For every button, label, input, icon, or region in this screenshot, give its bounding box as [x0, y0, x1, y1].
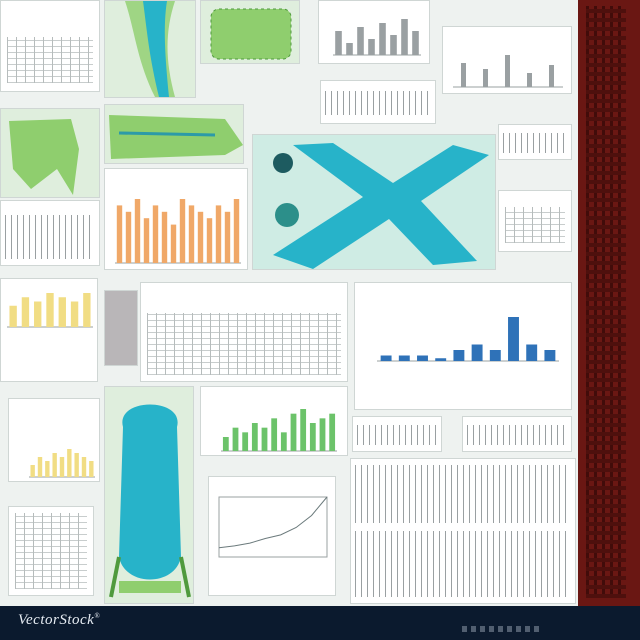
- brand-logo: [18, 612, 100, 629]
- orange-bar: [207, 218, 212, 263]
- trademark-symbol: ®: [94, 612, 101, 620]
- yellow-bar-chart-top: [0, 278, 98, 382]
- teal-creature-illustration: [104, 386, 194, 604]
- gray-top-bar: [390, 35, 397, 55]
- orange-bar: [234, 199, 239, 263]
- gray-top-bar: [412, 31, 419, 55]
- data-table-lower-left: [8, 506, 94, 596]
- green-leaf-shape: [1, 109, 100, 198]
- blue-bar: [526, 345, 537, 362]
- brand-logo-text: VectorStock: [18, 612, 95, 628]
- large-data-table: [140, 282, 348, 382]
- green-bars-svg: [201, 387, 348, 456]
- orange-bar: [162, 212, 167, 263]
- yellow-lower-bar: [38, 457, 42, 477]
- yellow-lower-bar: [60, 457, 64, 477]
- side-band-pattern: [586, 6, 626, 598]
- yellow-top-bar: [46, 293, 53, 327]
- chart-tile-top-right: [442, 26, 572, 94]
- orange-bar: [144, 218, 149, 263]
- green-bar: [300, 409, 306, 451]
- orange-bars-svg: [105, 169, 248, 270]
- top-gray-bars-svg: [319, 1, 430, 64]
- green-bar: [271, 418, 277, 451]
- orange-bar: [135, 199, 140, 263]
- leaf-texture-tile: [200, 0, 300, 64]
- blue-bar: [490, 350, 501, 361]
- gray-bar-chart-top: [318, 0, 430, 64]
- schematic-tile: [320, 80, 436, 124]
- yellow-top-bar: [9, 306, 16, 327]
- green-bar: [223, 437, 229, 451]
- green-bar: [291, 414, 297, 451]
- gray-top-bar: [357, 27, 364, 55]
- yellow-lower-bar: [52, 453, 56, 477]
- striped-tile-b: [462, 416, 572, 452]
- orange-bar: [171, 225, 176, 263]
- orange-bar-chart: [104, 168, 248, 270]
- chart-grid: [505, 207, 565, 243]
- decorative-side-band: [578, 0, 640, 606]
- gray-top-bar: [379, 23, 386, 55]
- striped-pattern-a: [357, 425, 437, 445]
- orange-bar: [126, 212, 131, 263]
- mini-bar-chart: [443, 27, 572, 94]
- striped-chart-left: [0, 200, 100, 266]
- striped-pattern: [503, 133, 567, 153]
- orange-bar: [117, 205, 122, 263]
- large-table-grid: [147, 313, 341, 375]
- green-scale-pattern: [201, 1, 300, 64]
- chart-tile-mid-right: [498, 190, 572, 252]
- blue-bars-svg: [355, 283, 572, 410]
- yellow-lower-bar: [45, 461, 49, 477]
- blue-coral-shape: [105, 1, 196, 98]
- striped-pattern-b: [467, 425, 567, 445]
- green-bar: [329, 414, 335, 451]
- orange-bar: [153, 205, 158, 263]
- yellow-lower-bar: [82, 457, 86, 477]
- green-bar: [320, 418, 326, 451]
- orange-bar: [225, 212, 230, 263]
- teal-x-illustration: [252, 134, 496, 270]
- blue-bar-chart: [354, 282, 572, 410]
- line-plot-tile: [208, 476, 336, 596]
- blue-bar: [508, 317, 519, 361]
- yellow-top-bar: [22, 297, 29, 327]
- leaf-illustration-left: [0, 108, 100, 198]
- gray-top-bar: [401, 19, 408, 55]
- yellow-top-bar: [71, 302, 78, 328]
- orange-bar: [216, 205, 221, 263]
- green-coral-horizontal: [105, 105, 244, 164]
- green-bar: [281, 432, 287, 451]
- gray-block: [104, 290, 138, 366]
- blue-bar: [472, 345, 483, 362]
- orange-bar: [189, 205, 194, 263]
- yellow-bars-top-svg: [1, 279, 98, 382]
- large-striped-lines-top: [355, 465, 571, 523]
- blue-bar: [435, 358, 446, 361]
- green-bar: [233, 428, 239, 451]
- footer-watermark: [462, 626, 542, 632]
- teal-x-shape: [253, 135, 496, 270]
- blue-bar: [453, 350, 464, 361]
- orange-bar: [180, 199, 185, 263]
- gray-top-bar: [346, 43, 353, 55]
- gray-top-bar: [368, 39, 375, 55]
- coral-horizontal-tile: [104, 104, 244, 164]
- large-striped-lines-bottom: [355, 531, 571, 597]
- yellow-top-bar: [59, 297, 66, 327]
- orange-bar: [198, 212, 203, 263]
- green-bar: [310, 423, 316, 451]
- thumbnail-table-top-left: [0, 0, 100, 92]
- green-bar: [242, 432, 248, 451]
- yellow-lower-bar: [30, 465, 34, 477]
- coral-illustration-tile: [104, 0, 196, 98]
- gray-top-bar: [335, 31, 342, 55]
- line-plot-frame: [219, 497, 327, 557]
- yellow-lower-bar: [89, 461, 93, 477]
- blue-bar: [381, 356, 392, 362]
- striped-tile-a: [352, 416, 442, 452]
- teal-creature-shape: [105, 387, 194, 604]
- yellow-top-bar: [34, 302, 41, 328]
- yellow-bars-lower-svg: [9, 399, 100, 482]
- green-bar: [262, 428, 268, 451]
- yellow-lower-bar: [74, 453, 78, 477]
- striped-chart-lines: [5, 215, 95, 259]
- yellow-top-bar: [83, 293, 90, 327]
- striped-tile-right: [498, 124, 572, 160]
- schematic-stripes: [325, 91, 431, 115]
- table-grid: [7, 37, 93, 83]
- large-striped-chart: [350, 458, 576, 604]
- line-plot-svg: [209, 477, 336, 596]
- blue-bar: [544, 350, 555, 361]
- blue-bar: [417, 356, 428, 362]
- yellow-bar-chart-lower: [8, 398, 100, 482]
- green-bar-chart: [200, 386, 348, 456]
- lower-table-grid: [15, 513, 87, 589]
- blue-bar: [399, 356, 410, 362]
- green-bar: [252, 423, 258, 451]
- line-plot-series: [219, 497, 327, 548]
- yellow-lower-bar: [67, 449, 71, 477]
